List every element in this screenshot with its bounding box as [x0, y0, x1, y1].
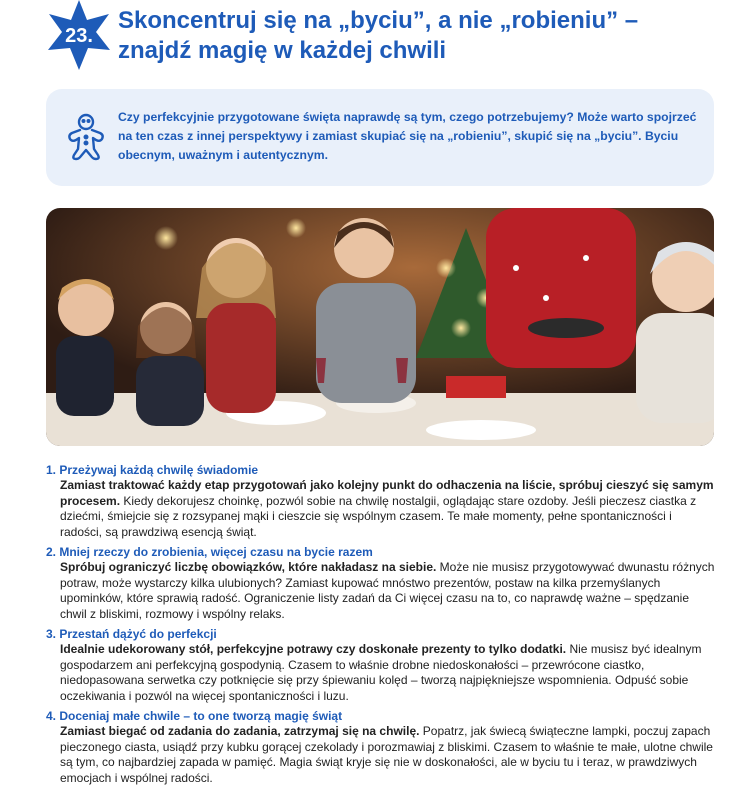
page-title [118, 6, 718, 66]
step-text: Kiedy dekorujesz choinkę, pozwól sobie na chwilę nostalgii, oglądając stare ozdoby. Jeśli pieczesz ciastka z dziećmi, śmiejcie się z rozsypanej mąki i cieszcie się wspólnym czasem. Te małe momenty, pełne spontaniczności i radości, są prawdziwą esencją świąt. [60, 493, 697, 539]
intro-text: Czy perfekcyjnie przygotowane święta naprawdę są tym, czego potrzebujemy? Może warto spojrzeć na ten czas z innej perspektywy i zamiast skupiać się na „robieniu”, skupić się na „byciu”. Byciu obecnym, uważnym i autentycznym. [118, 110, 697, 162]
step-heading: 1. Przeżywaj każdą chwilę świadomie [46, 463, 259, 477]
step-body [60, 560, 716, 622]
steps-list [46, 462, 716, 790]
step-item [46, 626, 716, 704]
step-body [60, 478, 716, 540]
step-heading: 2. Mniej rzeczy do zrobienia, więcej czasu na bycie razem [46, 545, 373, 559]
step-heading: 3. Przestań dążyć do perfekcji [46, 627, 217, 641]
title-line-1: Skoncentruj się na „byciu”, a nie „robieniu” – [118, 7, 639, 34]
step-text: Może nie musisz przygotowywać dwunastu różnych potraw, może wystarczy kilka ulubionych? Zamiast kupować mnóstwo prezentów, postaw na kilka przemyślanych upominków, które sprawią radość. Ograniczenie listy zadań da Ci więcej czasu na to, co naprawdę ważne – spędzanie chwil z bliskimi, rozmowy i wspólny relaks. [60, 560, 715, 621]
tip-number: 23. [65, 25, 93, 47]
step-body [60, 724, 716, 786]
title-line-2: znajdź magię w każdej chwili [118, 37, 447, 64]
step-lead: Zamiast biegać od zadania do zadania, zatrzymaj się na chwilę. [60, 724, 420, 738]
step-heading: 4. Doceniaj małe chwile – to one tworzą magię świąt [46, 709, 343, 723]
step-item [46, 708, 716, 786]
step-item [46, 544, 716, 622]
step-item [46, 462, 716, 540]
step-lead: Spróbuj ograniczyć liczbę obowiązków, które nakładasz na siebie. [60, 560, 437, 574]
family-dinner-photo [46, 208, 714, 446]
step-lead: Idealnie udekorowany stół, perfekcyjne potrawy czy doskonałe prezenty to tylko dodatki. [60, 642, 567, 656]
step-text: Popatrz, jak świecą świąteczne lampki, poczuj zapach pieczonego ciasta, usiądź przy kubku gorącej czekolady i porozmawiaj z bliskimi. Czasem to właśnie te małe, ulotne chwile są tym, co najbardziej zapada w pamięć. Magia świąt kryje się nie w doskonałości, ale w byciu tu i teraz, w prawdziwych emocjach i wspólnej radości. [60, 724, 713, 785]
step-text: Nie musisz być idealnym gospodarzem ani perfekcyjną gospodynią. Czasem to właśnie drobne niedoskonałości – przewrócone ciastko, niedopasowana serwetka czy potknięcie się przy śpiewaniu kolęd – tworzą najpiękniejsze wspomnienia. Odpuść sobie oczekiwania i pozwól na więcej spontaniczności i luzu. [60, 642, 702, 703]
step-lead: Zamiast traktować każdy etap przygotowań jako kolejny punkt do odhaczenia na liście, spróbuj cieszyć się samym procesem. [60, 478, 714, 508]
intro-box [46, 89, 714, 186]
gingerbread-icon [66, 113, 106, 161]
step-body [60, 642, 716, 704]
